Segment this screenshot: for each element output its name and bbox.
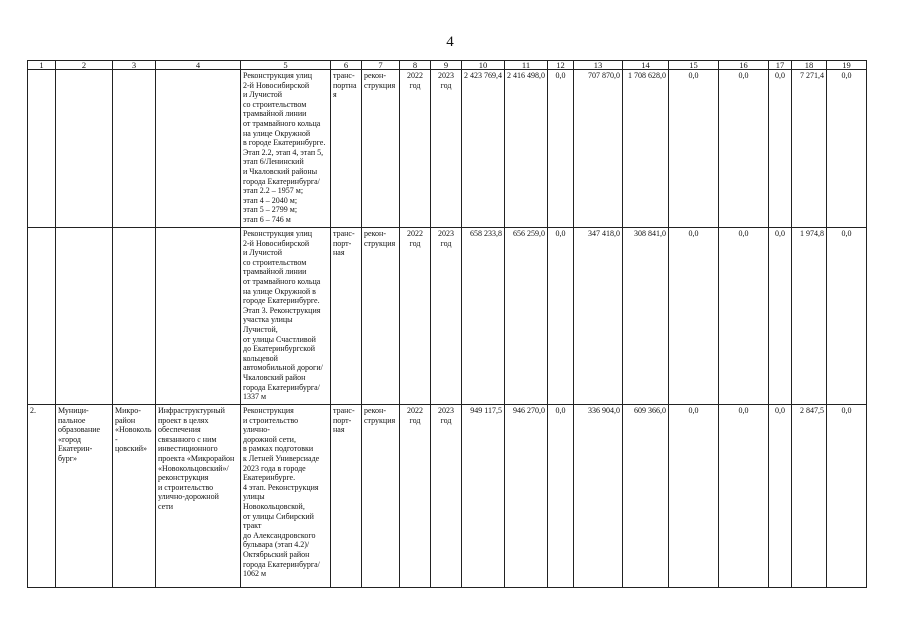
value-cell: 7 271,4 xyxy=(792,70,827,228)
table-row xyxy=(28,228,867,405)
work-type-cell: рекон- струкция xyxy=(362,70,400,228)
investment-projects-table xyxy=(27,60,867,588)
value-cell: 656 259,0 xyxy=(505,228,548,405)
table-row xyxy=(28,70,867,228)
row-number-cell xyxy=(28,70,56,228)
start-year-cell: 2022 год xyxy=(400,405,431,588)
value-cell: 347 418,0 xyxy=(574,228,623,405)
column-header: 18 xyxy=(792,61,827,70)
column-number-row xyxy=(28,61,867,70)
value-cell: 0,0 xyxy=(719,70,769,228)
column-header: 15 xyxy=(669,61,719,70)
value-cell: 0,0 xyxy=(669,228,719,405)
value-cell: 658 233,8 xyxy=(462,228,505,405)
municipality-cell xyxy=(56,70,113,228)
value-cell: 707 870,0 xyxy=(574,70,623,228)
column-header: 3 xyxy=(113,61,156,70)
object-description-cell: Реконструкция улиц 2-й Новосибирской и Лучистой со строительством трамвайной линии от трамвайного кольца на улице Окружной в городе Екатеринбурге. Этап 3. Реконструкция участка улицы Лучистой, от улицы Счастливой до Екатеринбургской кольцевой автомобильной дороги/ Чкаловский район города Екатеринбурга/ 1337 м xyxy=(241,228,331,405)
value-cell: 0,0 xyxy=(769,228,792,405)
column-header: 16 xyxy=(719,61,769,70)
infrastructure-type-cell: транс- порт- ная xyxy=(331,405,362,588)
column-header: 2 xyxy=(56,61,113,70)
row-number-cell xyxy=(28,228,56,405)
infrastructure-type-cell: транс- портная xyxy=(331,70,362,228)
territory-cell xyxy=(113,70,156,228)
value-cell: 0,0 xyxy=(719,228,769,405)
value-cell: 0,0 xyxy=(548,228,574,405)
value-cell: 0,0 xyxy=(769,70,792,228)
column-header: 5 xyxy=(241,61,331,70)
municipality-cell xyxy=(56,228,113,405)
value-cell: 0,0 xyxy=(548,405,574,588)
work-type-cell: рекон- струкция xyxy=(362,405,400,588)
value-cell: 308 841,0 xyxy=(623,228,669,405)
value-cell: 0,0 xyxy=(548,70,574,228)
column-header: 10 xyxy=(462,61,505,70)
value-cell: 0,0 xyxy=(719,405,769,588)
page-number: 4 xyxy=(446,34,454,50)
value-cell: 946 270,0 xyxy=(505,405,548,588)
value-cell: 0,0 xyxy=(827,228,867,405)
column-header: 19 xyxy=(827,61,867,70)
value-cell: 336 904,0 xyxy=(574,405,623,588)
column-header: 11 xyxy=(505,61,548,70)
column-header: 6 xyxy=(331,61,362,70)
column-header: 7 xyxy=(362,61,400,70)
value-cell: 2 847,5 xyxy=(792,405,827,588)
value-cell: 0,0 xyxy=(827,70,867,228)
end-year-cell: 2023 год xyxy=(431,405,462,588)
column-header: 13 xyxy=(574,61,623,70)
infrastructure-type-cell: транс- порт- ная xyxy=(331,228,362,405)
work-type-cell: рекон- струкция xyxy=(362,228,400,405)
column-header: 8 xyxy=(400,61,431,70)
start-year-cell: 2022 год xyxy=(400,228,431,405)
project-cell xyxy=(156,70,241,228)
start-year-cell: 2022 год xyxy=(400,70,431,228)
value-cell: 949 117,5 xyxy=(462,405,505,588)
value-cell: 0,0 xyxy=(669,405,719,588)
territory-cell: Микро- район «Новоколь- цовский» xyxy=(113,405,156,588)
value-cell: 2 423 769,4 xyxy=(462,70,505,228)
value-cell: 0,0 xyxy=(769,405,792,588)
object-description-cell: Реконструкция улиц 2-й Новосибирской и Лучистой со строительством трамвайной линии от трамвайного кольца на улице Окружной в городе Екатеринбурге. Этап 2.2, этап 4, этап 5, этап 6/Ленинский и Чкаловский районы города Екатеринбурга/ этап 2.2 – 1957 м; этап 4 – 2040 м; этап 5 – 2799 м; этап 6 – 746 м xyxy=(241,70,331,228)
row-number-cell: 2. xyxy=(28,405,56,588)
end-year-cell: 2023 год xyxy=(431,70,462,228)
value-cell: 0,0 xyxy=(827,405,867,588)
column-header: 9 xyxy=(431,61,462,70)
municipality-cell: Муници- пальное образование «город Екатерин- бург» xyxy=(56,405,113,588)
column-header: 17 xyxy=(769,61,792,70)
object-description-cell: Реконструкция и строительство улично- дорожной сети, в рамках подготовки к Летней Универсиаде 2023 года в городе Екатеринбурге. 4 этап. Реконструкция улицы Новокольцовской, от улицы Сибирский тракт до Александровского бульвара (этап 4.2)/ Октябрьский район города Екатеринбурга/ 1062 м xyxy=(241,405,331,588)
column-header: 14 xyxy=(623,61,669,70)
value-cell: 2 416 498,0 xyxy=(505,70,548,228)
end-year-cell: 2023 год xyxy=(431,228,462,405)
table-row xyxy=(28,405,867,588)
value-cell: 0,0 xyxy=(669,70,719,228)
value-cell: 609 366,0 xyxy=(623,405,669,588)
value-cell: 1 708 628,0 xyxy=(623,70,669,228)
project-cell xyxy=(156,228,241,405)
value-cell: 1 974,8 xyxy=(792,228,827,405)
territory-cell xyxy=(113,228,156,405)
column-header: 4 xyxy=(156,61,241,70)
column-header: 1 xyxy=(28,61,56,70)
project-cell: Инфраструктурный проект в целях обеспечения связанного с ним инвестиционного проекта «Микрорайон «Новокольцовский»/ реконструкция и строительство улично-дорожной сети xyxy=(156,405,241,588)
column-header: 12 xyxy=(548,61,574,70)
